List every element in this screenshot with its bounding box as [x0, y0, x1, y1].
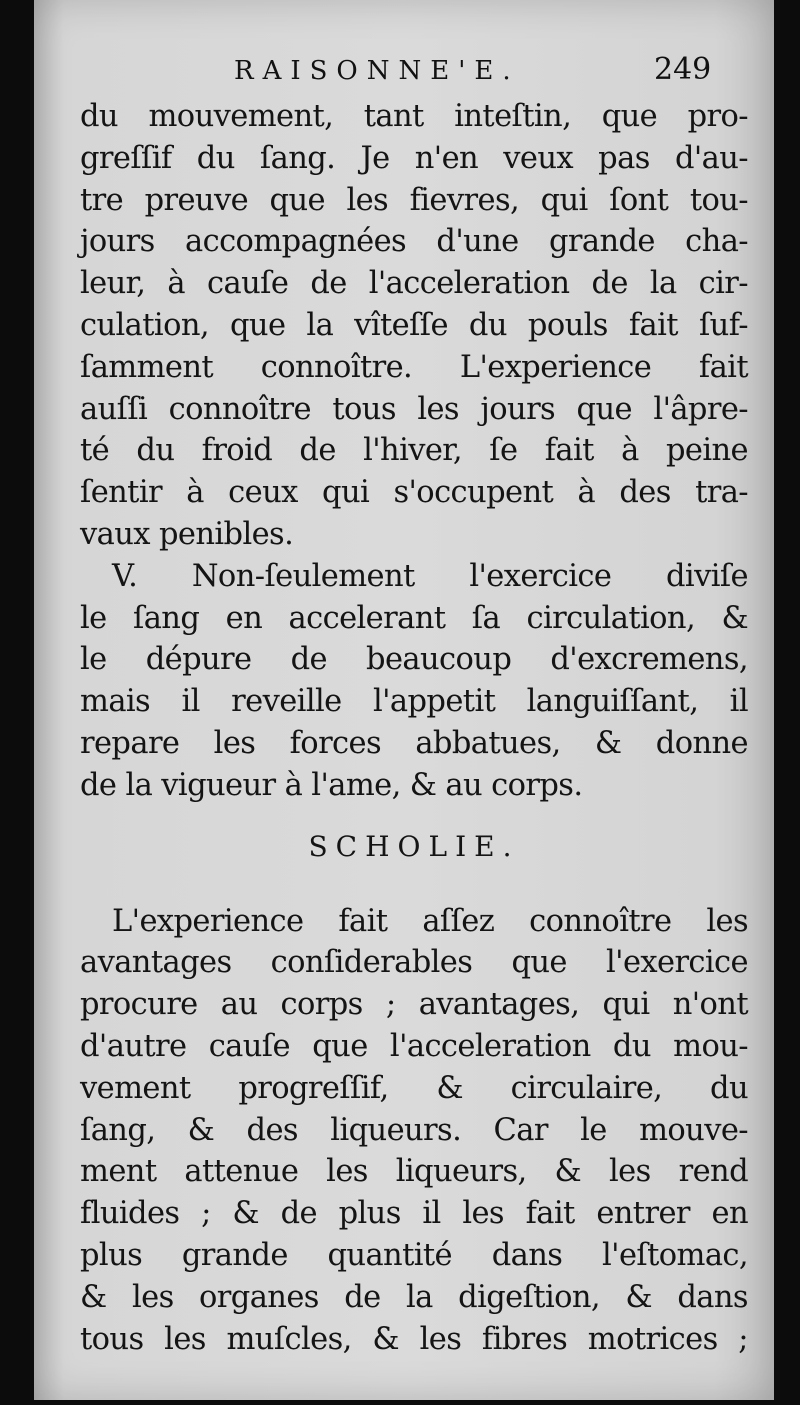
- text-line: auſſi connoître tous les jours que l'âpre-: [80, 391, 748, 427]
- text-line: repare les forces abbatues, & donne: [80, 725, 748, 761]
- book-page: [34, 0, 774, 1400]
- running-head: RAISONNE'E.: [234, 56, 520, 86]
- paragraph-continuation: [80, 96, 748, 556]
- text-line: d'autre cauſe que l'acceleration du mou-: [80, 1028, 748, 1064]
- paragraph-scholie: [80, 901, 748, 1361]
- text-line: tous les muſcles, & les fibres motrices ;: [80, 1321, 748, 1357]
- text-line: vement progreſſif, & circulaire, du: [80, 1070, 748, 1106]
- text-line: L'experience fait aſſez connoître les: [112, 903, 748, 939]
- text-line: plus grande quantité dans l'eſtomac,: [80, 1237, 748, 1273]
- text-line: le dépure de beaucoup d'excremens,: [80, 642, 748, 678]
- page-number: 249: [654, 52, 712, 87]
- section-title: SCHOLIE.: [308, 829, 520, 863]
- text-line: culation, que la vîteſſe du pouls fait ſuf-: [80, 307, 748, 343]
- text-line: leur, à cauſe de l'acceleration de la cir-: [80, 266, 748, 302]
- text-line: avantages conſiderables que l'exercice: [80, 945, 748, 981]
- page-header: [34, 48, 774, 98]
- text-line: ſamment connoître. L'experience fait: [80, 349, 748, 385]
- text-line: de la vigueur à l'ame, & au corps.: [80, 767, 583, 803]
- text-line: procure au corps ; avantages, qui n'ont: [80, 987, 748, 1023]
- text-line: mais il reveille l'appetit languiſſant, il: [80, 684, 748, 720]
- text-line: tre preuve que les fievres, qui ſont tou-: [80, 182, 748, 218]
- text-line: ſentir à ceux qui s'occupent à des tra-: [80, 475, 748, 511]
- text-line: fluides ; & de plus il les fait entrer en: [80, 1196, 748, 1232]
- text-line: té du froid de l'hiver, ſe fait à peine: [80, 433, 748, 469]
- text-line: greſſif du ſang. Je n'en veux pas d'au-: [80, 140, 748, 176]
- text-line: vaux penibles.: [80, 516, 294, 552]
- text-line: ſang, & des liqueurs. Car le mouve-: [80, 1112, 748, 1148]
- text-line: le ſang en accelerant ſa circulation, &: [80, 600, 748, 636]
- text-line: ment attenue les liqueurs, & les rend: [80, 1154, 748, 1190]
- paragraph-section-v: [80, 556, 748, 807]
- text-line: du mouvement, tant inteſtin, que pro-: [80, 99, 748, 134]
- text-line: V. Non-ſeulement l'exercice diviſe: [112, 558, 748, 594]
- text-line: & les organes de la digeſtion, & dans: [80, 1279, 748, 1315]
- text-line: jours accompagnées d'une grande cha-: [80, 224, 748, 260]
- page-body: [80, 96, 748, 1360]
